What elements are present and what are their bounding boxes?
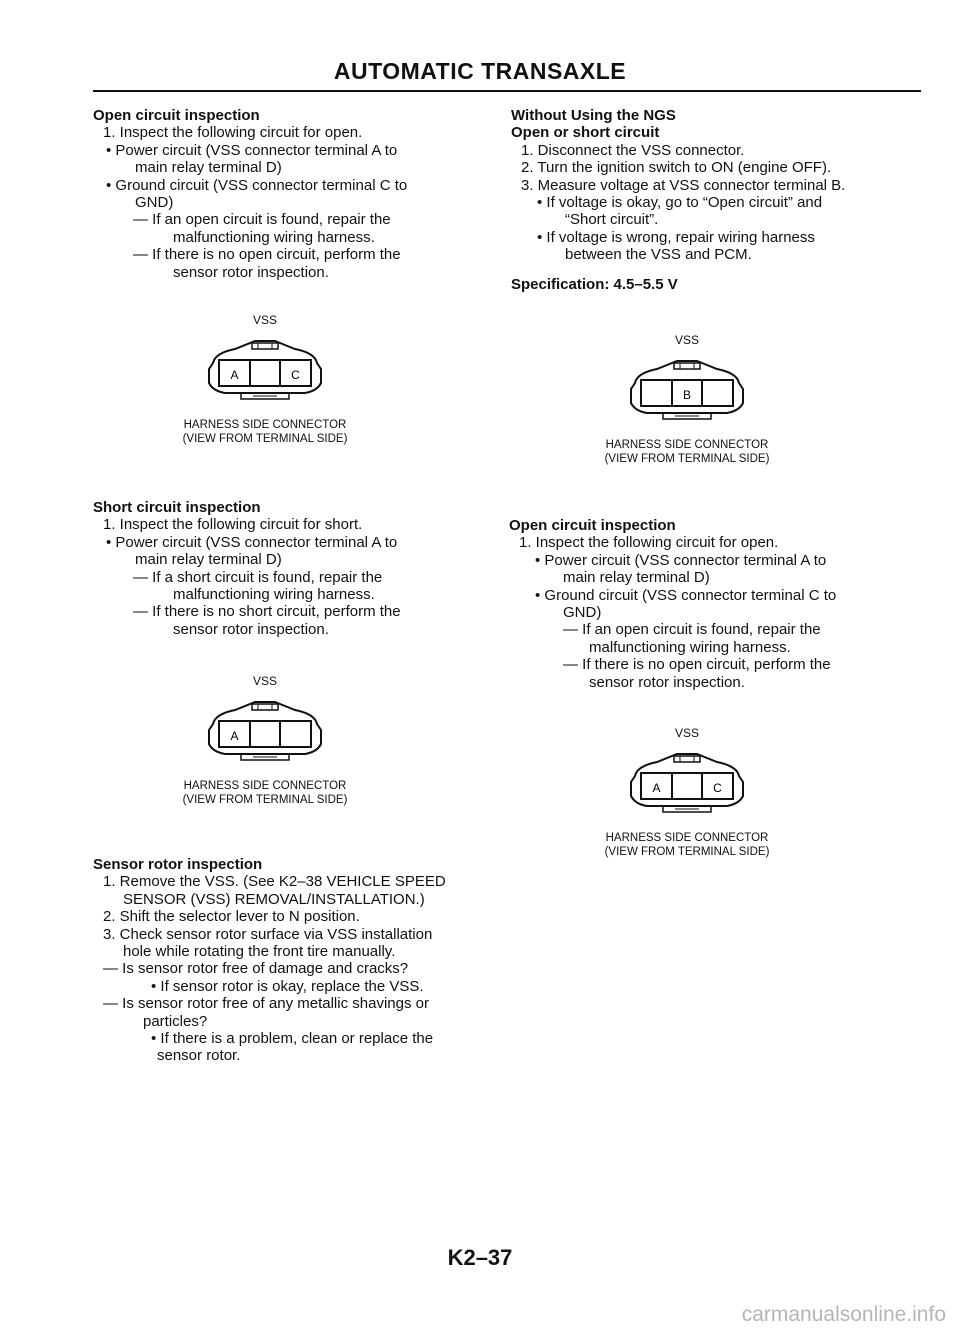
pin-label: A <box>230 368 239 382</box>
bullet-item: • Ground circuit (VSS connector terminal C to <box>106 176 408 194</box>
dash-item-cont: sensor rotor inspection. <box>173 620 329 638</box>
header-rule <box>93 90 921 92</box>
caption-line: HARNESS SIDE CONNECTOR <box>605 832 769 844</box>
bullet-item: • Power circuit (VSS connector terminal A to <box>535 551 827 569</box>
connector-figure-1 <box>115 313 415 446</box>
caption-line: HARNESS SIDE CONNECTOR <box>183 419 347 431</box>
step: 1. Inspect the following circuit for open. <box>103 124 363 142</box>
pin-label: A <box>230 729 239 743</box>
step: 2. Turn the ignition switch to ON (engine OFF). <box>521 159 832 177</box>
figure-title: VSS <box>674 333 699 347</box>
figure-caption <box>115 419 415 446</box>
pin-label: B <box>682 388 692 402</box>
step-cont: SENSOR (VSS) REMOVAL/INSTALLATION.) <box>123 890 425 908</box>
bullet-item-cont: sensor rotor. <box>157 1047 241 1065</box>
bullet-item-cont: “Short circuit”. <box>565 211 659 229</box>
caption-line: HARNESS SIDE CONNECTOR <box>605 439 769 451</box>
dash-item-cont: malfunctioning wiring harness. <box>173 586 375 604</box>
figure-caption <box>537 832 837 859</box>
bullet-item: • Power circuit (VSS connector terminal A to <box>106 533 398 551</box>
dash-item: — If there is no open circuit, perform the <box>133 246 401 264</box>
section-heading: Sensor rotor inspection <box>93 856 263 873</box>
pin-label: C <box>713 781 722 795</box>
left-open-circuit-section <box>93 107 493 281</box>
dash-item: — If there is no open circuit, perform the <box>563 656 831 674</box>
dash-item-cont: sensor rotor inspection. <box>589 673 745 691</box>
caption-line: HARNESS SIDE CONNECTOR <box>183 780 347 792</box>
dash-item: — If a short circuit is found, repair the <box>133 568 383 586</box>
specification: Specification: 4.5–5.5 V <box>511 275 678 293</box>
bullet-item: • Ground circuit (VSS connector terminal C to <box>535 586 837 604</box>
connector-figure-2 <box>115 674 415 807</box>
caption-line: (VIEW FROM TERMINAL SIDE) <box>182 432 348 445</box>
bullet-item: • If there is a problem, clean or replace the <box>151 1030 434 1048</box>
section-subheading: Open or short circuit <box>511 124 660 142</box>
dash-item-cont: particles? <box>143 1012 208 1030</box>
figure-title: VSS <box>252 313 277 327</box>
section-heading: Open circuit inspection <box>509 517 676 534</box>
section-heading: Short circuit inspection <box>93 499 261 516</box>
step-cont: hole while rotating the front tire manually. <box>123 943 396 961</box>
connector-icon <box>195 696 335 766</box>
bullet-item-cont: main relay terminal D) <box>135 551 282 569</box>
pin-label: A <box>652 781 661 795</box>
bullet-item: • Power circuit (VSS connector terminal A to <box>106 141 398 159</box>
connector-icon <box>195 335 335 405</box>
connector-figure-3 <box>537 333 837 466</box>
watermark: carmanualsonline.info <box>741 1303 946 1326</box>
dash-item: — If an open circuit is found, repair the <box>563 621 821 639</box>
bullet-item: • If sensor rotor is okay, replace the VSS. <box>151 977 424 995</box>
dash-item: — Is sensor rotor free of any metallic shavings or <box>103 995 429 1013</box>
step: 3. Check sensor rotor surface via VSS installation <box>103 925 433 943</box>
left-sensor-rotor-section <box>93 856 503 1065</box>
pin-label: C <box>291 368 300 382</box>
dash-item: — If an open circuit is found, repair the <box>133 211 391 229</box>
figure-title: VSS <box>252 674 277 688</box>
dash-item-cont: malfunctioning wiring harness. <box>173 228 375 246</box>
bullet-item-cont: GND) <box>135 194 174 212</box>
bullet-item-cont: between the VSS and PCM. <box>565 246 752 264</box>
connector-figure-4 <box>537 726 837 859</box>
section-heading: Open circuit inspection <box>93 107 260 124</box>
section-heading: Without Using the NGS <box>511 107 676 124</box>
page-header-title: AUTOMATIC TRANSAXLE <box>333 58 627 84</box>
connector-icon <box>617 355 757 425</box>
dash-item-cont: sensor rotor inspection. <box>173 263 329 281</box>
bullet-item-cont: main relay terminal D) <box>135 159 282 177</box>
step: 3. Measure voltage at VSS connector terminal B. <box>521 176 846 194</box>
step: 1. Inspect the following circuit for open. <box>519 534 779 552</box>
dash-item-cont: malfunctioning wiring harness. <box>589 638 791 656</box>
right-open-circuit-section <box>509 517 909 691</box>
bullet-item: • If voltage is wrong, repair wiring harness <box>537 228 815 246</box>
step: 1. Inspect the following circuit for short. <box>103 516 363 534</box>
dash-item: — If there is no short circuit, perform the <box>133 603 401 621</box>
step: 2. Shift the selector lever to N position. <box>103 908 360 926</box>
caption-line: (VIEW FROM TERMINAL SIDE) <box>604 845 770 858</box>
connector-icon <box>617 748 757 818</box>
figure-caption <box>115 780 415 807</box>
bullet-item-cont: main relay terminal D) <box>563 569 710 587</box>
right-without-ngs-section <box>511 107 911 293</box>
figure-title: VSS <box>674 726 699 740</box>
step: 1. Remove the VSS. (See K2–38 VEHICLE SPEED <box>103 873 446 891</box>
caption-line: (VIEW FROM TERMINAL SIDE) <box>182 793 348 806</box>
left-short-circuit-section <box>93 499 493 638</box>
page-number: K2–37 <box>447 1245 513 1270</box>
caption-line: (VIEW FROM TERMINAL SIDE) <box>604 452 770 465</box>
step: 1. Disconnect the VSS connector. <box>521 141 745 159</box>
dash-item: — Is sensor rotor free of damage and cracks? <box>103 960 409 978</box>
bullet-item: • If voltage is okay, go to “Open circuit” and <box>537 194 823 212</box>
bullet-item-cont: GND) <box>563 604 602 622</box>
figure-caption <box>537 439 837 466</box>
